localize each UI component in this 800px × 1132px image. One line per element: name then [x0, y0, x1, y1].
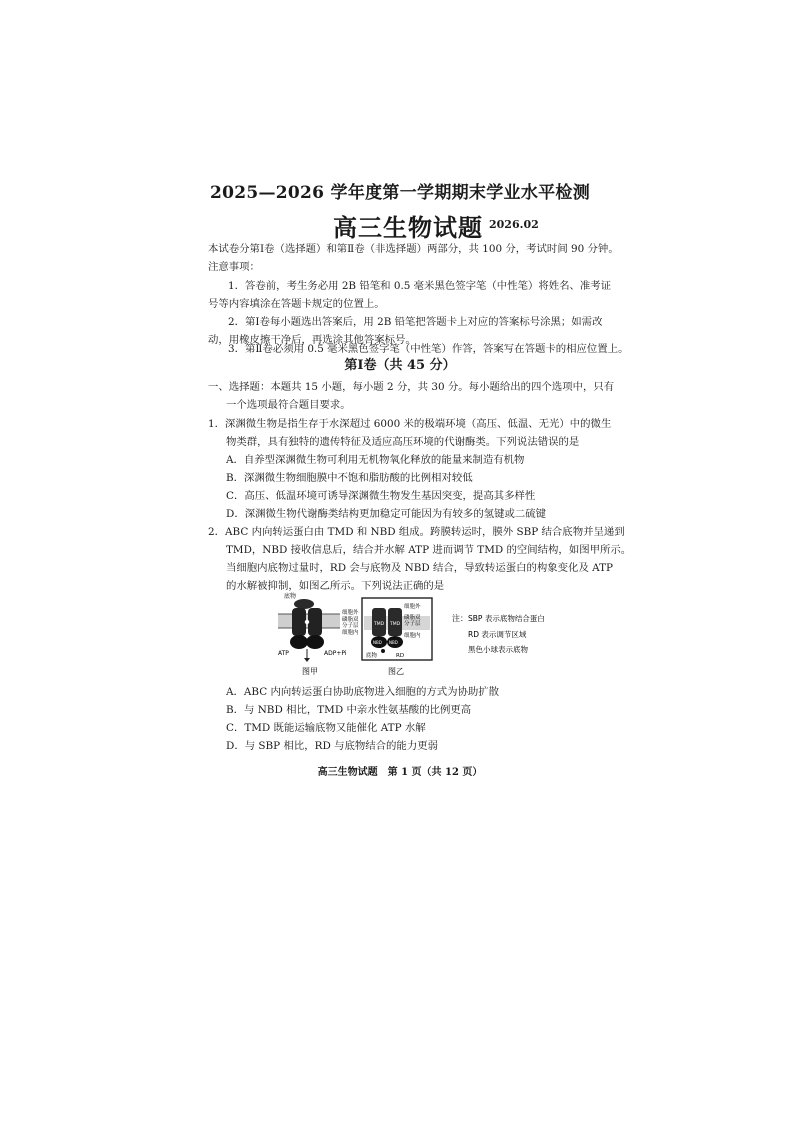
notice-item3: 3．第Ⅱ卷必须用 0.5 毫米黑色签字笔（中性笔）作答，答案写在答题卡的相应位置上。 — [228, 343, 629, 355]
jia-inside-label: 细胞内 — [342, 630, 359, 636]
q2-option-c: C．TMD 既能运输底物又能催化 ATP 水解 — [226, 722, 426, 734]
q1-stem-a: 1．深渊微生物是指生存于水深超过 6000 米的极端环境（高压、低温、无光）中的微生 — [208, 418, 612, 430]
yi-bilayer-label-1: 磷脂双 — [404, 615, 421, 621]
section-desc-b: 一个选项最符合题目要求。 — [226, 399, 351, 411]
note-line2: RD 表示调节区域 — [468, 630, 527, 639]
jia-tmd-left — [292, 608, 306, 636]
figure-jia — [278, 592, 359, 676]
q1-option-a: A．自养型深渊微生物可利用无机物氧化释放的能量来制造有机物 — [226, 454, 525, 466]
section-title: 第Ⅰ卷（共 45 分） — [344, 358, 456, 373]
jia-bilayer-label-2: 分子层 — [342, 623, 359, 629]
q1-stem-b: 物类群，具有独特的遗传特征及适应高压环境的代谢酶类。下列说法错误的是 — [226, 436, 580, 448]
yi-nbd-label-2: NBD — [389, 640, 398, 645]
figure-yi — [362, 598, 432, 676]
yi-bilayer-label-2: 分子层 — [404, 621, 421, 627]
jia-atp-label: ATP — [278, 650, 289, 657]
exam-date: 2026.02 — [489, 218, 539, 231]
q1-option-d: D．深渊微生物代谢酶类结构更加稳定可能因为有较多的氢键或二硫键 — [226, 508, 547, 520]
intro-line: 本试卷分第Ⅰ卷（选择题）和第Ⅱ卷（非选择题）两部分，共 100 分，考试时间 90 分钟。 — [208, 243, 619, 255]
figure-note — [452, 613, 545, 654]
yi-substrate-ball — [381, 649, 385, 653]
jia-nbd-right — [306, 635, 324, 649]
exam-title-line1: 2025—2026 学年度第一学期期末学业水平检测 — [209, 183, 591, 203]
note-line3: 黑色小球表示底物 — [468, 645, 528, 654]
yi-tmd-label: TMD — [374, 622, 385, 627]
q2-option-d: D．与 SBP 相比，RD 与底物结合的能力更弱 — [226, 740, 438, 752]
q2-stem-d: 的水解被抑制，如图乙所示。下列说法正确的是 — [226, 580, 445, 592]
notice-label: 注意事项： — [208, 261, 260, 273]
jia-tmd-right — [308, 608, 322, 636]
jia-substrate-ball — [305, 620, 309, 624]
jia-caption: 图甲 — [302, 667, 318, 676]
jia-bilayer-label-1: 磷脂双 — [342, 617, 359, 623]
q2-option-b: B．与 NBD 相比，TMD 中亲水性氨基酸的比例更高 — [226, 704, 472, 716]
transporter-figure — [278, 592, 578, 678]
jia-adp-label: ADP+Pi — [324, 650, 347, 657]
yi-substrate-label: 底物 — [366, 653, 378, 659]
q2-stem-c: 当细胞内底物过量时，RD 会与底物及 NBD 结合，导致转运蛋白的构象变化及 ATP — [226, 562, 613, 574]
q1-option-c: C．高压、低温环境可诱导深渊微生物发生基因突变，提高其多样性 — [226, 490, 536, 502]
yi-tmd-label-2: TMD — [390, 622, 401, 627]
yi-caption: 图乙 — [388, 667, 404, 676]
notice-item2-a: 2．第Ⅰ卷每小题选出答案后，用 2B 铅笔把答题卡上对应的答案标号涂黑；如需改 — [228, 316, 603, 328]
jia-nbd-left — [290, 635, 308, 649]
notice-item1-b: 号等内容填涂在答题卡规定的位置上。 — [208, 298, 385, 310]
yi-rd-label: RD — [396, 653, 405, 659]
exam-title-line2: 高三生物试题 — [333, 213, 483, 242]
q1-option-b: B．深渊微生物细胞膜中不饱和脂肪酸的比例相对较低 — [226, 472, 473, 484]
jia-substrate-label: 底物 — [284, 593, 297, 600]
notice-item2-b: 动，用橡皮擦干净后，再选涂其他答案标号。 — [208, 334, 416, 346]
q2-stem-a: 2．ABC 内向转运蛋白由 TMD 和 NBD 组成。跨膜转运时，膜外 SBP 结合底物并呈递到 — [208, 526, 625, 538]
section-desc-a: 一、选择题：本题共 15 小题，每小题 2 分，共 30 分。每小题给出的四个选项中，只有 — [208, 381, 615, 393]
page-footer: 高三生物试题 第 1 页（共 12 页） — [317, 767, 483, 778]
note-line1: SBP 表示底物结合蛋白 — [468, 614, 545, 623]
q2-stem-b: TMD，NBD 接收信息后，结合并水解 ATP 进而调节 TMD 的空间结构，如图甲所示。 — [226, 544, 632, 556]
yi-nbd-label: NBD — [373, 640, 382, 645]
sbp-protein — [294, 599, 314, 609]
jia-outside-label: 细胞外 — [342, 610, 359, 616]
notice-item1-a: 1．答卷前，考生务必用 2B 铅笔和 0.5 毫米黑色签字笔（中性笔）将姓名、准考证 — [228, 280, 612, 292]
note-label: 注： — [452, 614, 468, 623]
q2-option-a: A．ABC 内向转运蛋白协助底物进入细胞的方式为协助扩散 — [226, 686, 500, 698]
yi-inside-label: 细胞内 — [404, 633, 421, 639]
yi-outside-label: 细胞外 — [404, 604, 421, 610]
